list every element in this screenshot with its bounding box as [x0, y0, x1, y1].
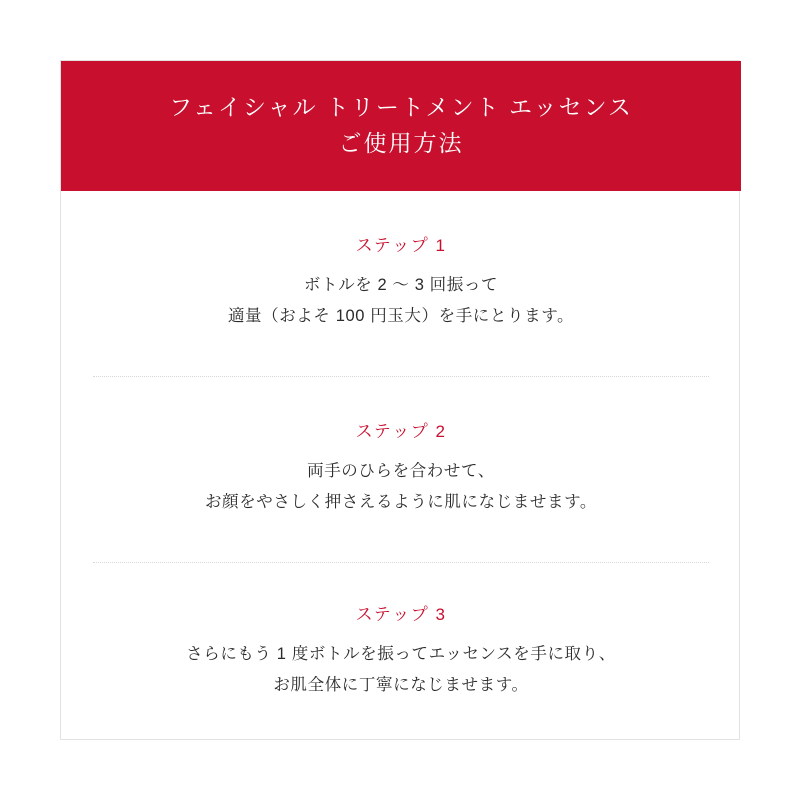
step-3-text-line-1: さらにもう 1 度ボトルを振ってエッセンスを手に取り、 [186, 645, 616, 664]
instructions-card [60, 60, 740, 740]
step-1-title: ステップ 1 [355, 235, 447, 255]
step-2-text-line-1: 両手のひらを合わせて、 [307, 462, 495, 481]
step-2-text-line-2: お顔をやさしく押さえるように肌になじませます。 [205, 492, 597, 511]
step-3-text-line-2: お肌全体に丁寧になじませます。 [273, 675, 529, 694]
step-1-text-line-2: 適量（およそ 100 円玉大）を手にとります。 [227, 306, 575, 325]
page-title-line-2: ご使用方法 [338, 130, 464, 156]
step-2-title: ステップ 2 [355, 421, 447, 441]
step-item-3 [61, 563, 741, 742]
card-header [61, 61, 741, 191]
page-title-line-1: フェイシャル トリートメント エッセンス [169, 94, 633, 121]
step-item-2 [61, 377, 741, 562]
step-item-1 [61, 191, 741, 376]
step-1-text-line-1: ボトルを 2 〜 3 回振って [303, 276, 499, 295]
steps-list [61, 191, 741, 740]
step-3-title: ステップ 3 [355, 604, 447, 624]
